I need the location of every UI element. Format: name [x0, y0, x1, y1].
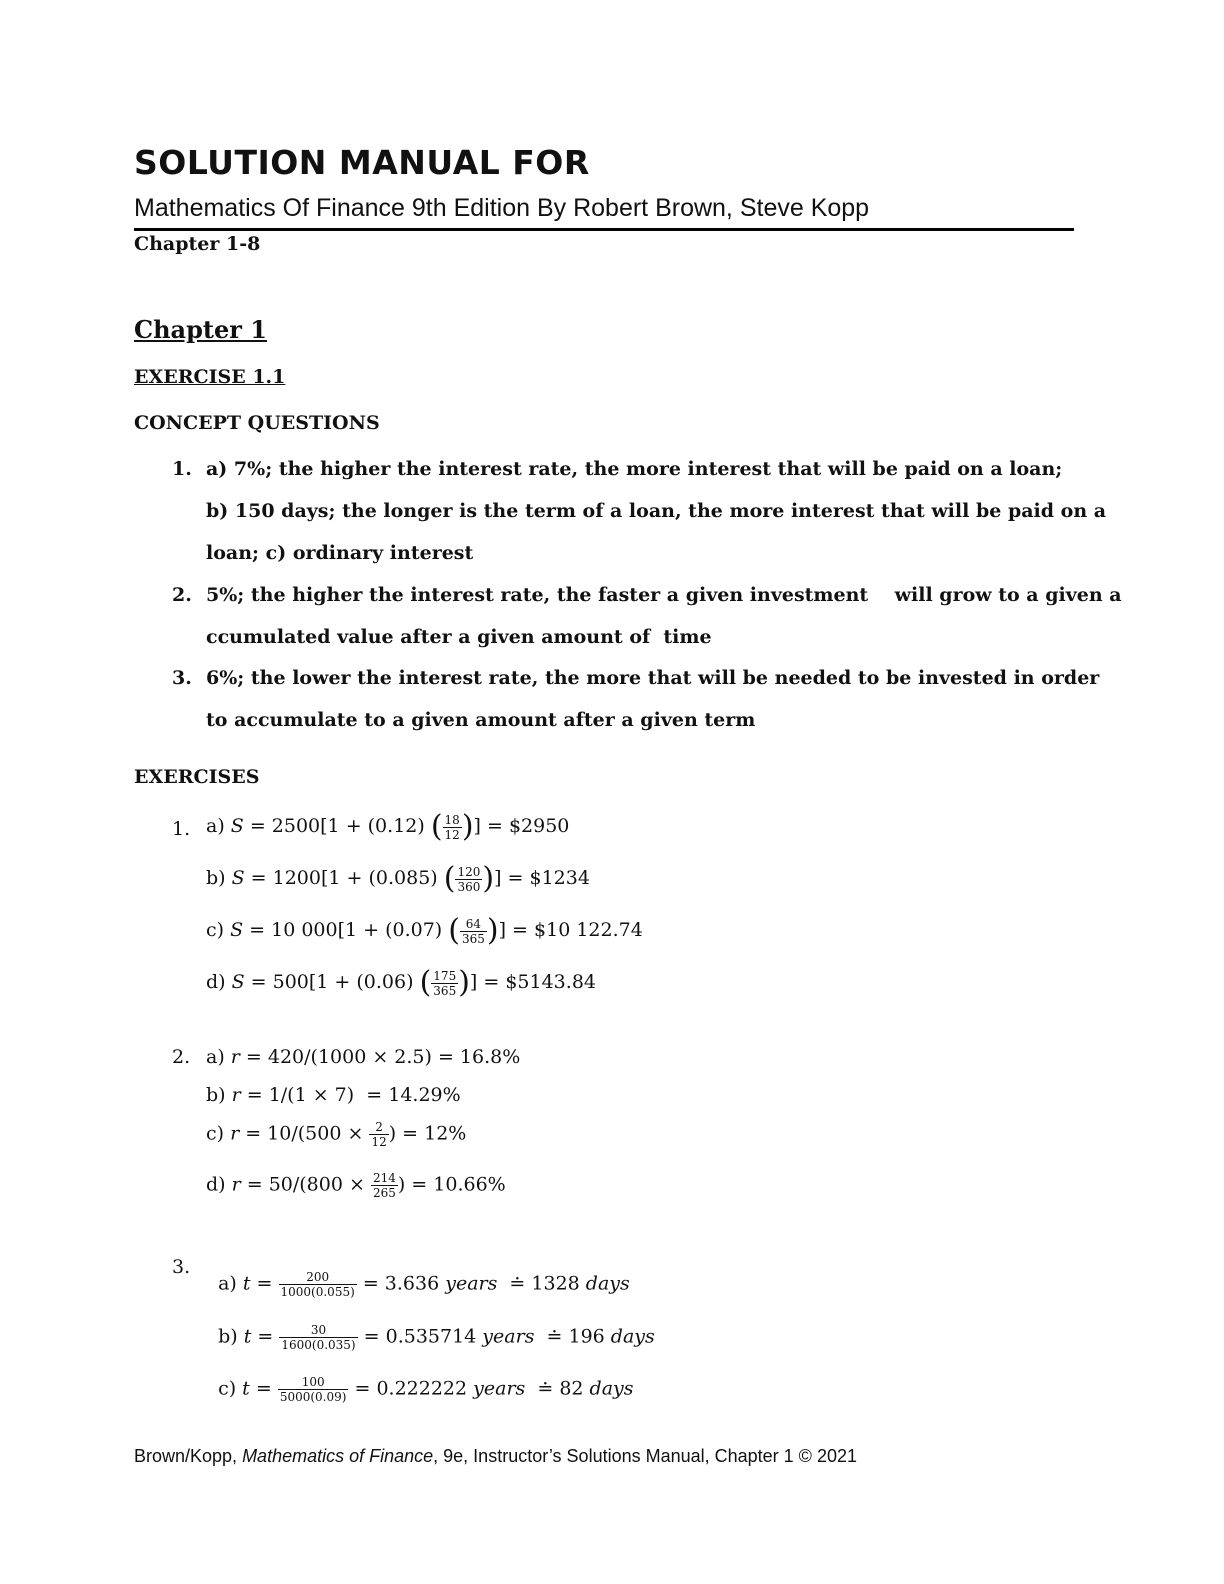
exercise-equation: c) 𝑆 = 10 000[1 + (0.07) ( $\frac{64}{365}$ )] = $10 122.74 — [206, 913, 643, 948]
concept-item-number: 1. — [172, 458, 192, 480]
concept-item-number: 2. — [172, 584, 192, 606]
exercise-number: 3. — [172, 1256, 191, 1278]
chapter-heading: Chapter 1 — [134, 315, 267, 344]
concept-item-line: 5%; the higher the interest rate, the faster a given investment will grow to a given a — [206, 584, 1122, 606]
concept-item-line: b) 150 days; the longer is the term of a loan, the more interest that will be paid on a — [206, 500, 1107, 522]
exercise-equation: b) 𝑆 = 1200[1 + (0.085) ( $\frac{120}{360}$ )] = $1234 — [206, 861, 590, 896]
concept-item-line: ccumulated value after a given amount of time — [206, 626, 712, 648]
footer-book-title: Mathematics of Finance — [242, 1446, 434, 1466]
exercise-equation: b) 𝑟 = 1/(1 × 7) = 14.29% — [206, 1084, 461, 1106]
document-title: SOLUTION MANUAL FOR — [134, 143, 590, 182]
concept-questions-heading: CONCEPT QUESTIONS — [134, 412, 380, 434]
exercise-equation: d) 𝑆 = 500[1 + (0.06) ( $\frac{175}{365}$ )] = $5143.84 — [206, 965, 596, 1000]
exercise-heading: EXERCISE 1.1 — [134, 366, 286, 388]
exercise-equation: b) 𝑡 = $\frac{30}{1600(0.035)}$ = 0.535714 𝑦𝑒𝑎𝑟𝑠 ≐ 196 𝑑𝑎𝑦𝑠 — [218, 1323, 655, 1352]
footer-details: , 9e, Instructor’s Solutions Manual, Chapter 1 © 2021 — [433, 1446, 857, 1466]
exercise-equation: a) 𝑆 = 2500[1 + (0.12) ( $\frac{18}{12}$ )] = $2950 — [206, 809, 570, 844]
exercise-equation: c) 𝑡 = $\frac{100}{5000(0.09)}$ = 0.222222 𝑦𝑒𝑎𝑟𝑠 ≐ 82 𝑑𝑎𝑦𝑠 — [218, 1375, 634, 1404]
footer-authors: Brown/Kopp, — [134, 1446, 243, 1466]
header-rule — [134, 228, 1074, 231]
exercise-number: 2. — [172, 1046, 191, 1068]
page-footer — [134, 1446, 857, 1467]
exercise-equation: d) 𝑟 = 50/(800 × $\frac{214}{265}$ ) = 10.66% — [206, 1171, 506, 1200]
exercise-equation: a) 𝑟 = 420/(1000 × 2.5) = 16.8% — [206, 1046, 521, 1068]
exercise-equation: a) 𝑡 = $\frac{200}{1000(0.055)}$ = 3.636 𝑦𝑒𝑎𝑟𝑠 ≐ 1328 𝑑𝑎𝑦𝑠 — [218, 1270, 630, 1299]
document-subtitle: Mathematics Of Finance 9th Edition By Robert Brown, Steve Kopp — [134, 194, 870, 222]
concept-item-line: 6%; the lower the interest rate, the more that will be needed to be invested in order — [206, 667, 1100, 689]
exercise-number: 1. — [172, 818, 191, 840]
concept-item-line: to accumulate to a given amount after a given term — [206, 709, 756, 731]
concept-item-line: a) 7%; the higher the interest rate, the more interest that will be paid on a loan; — [206, 458, 1063, 480]
chapter-range: Chapter 1-8 — [134, 233, 261, 255]
concept-item-line: loan; c) ordinary interest — [206, 542, 474, 564]
exercises-heading: EXERCISES — [134, 766, 260, 788]
concept-item-number: 3. — [172, 667, 192, 689]
exercise-equation: c) 𝑟 = 10/(500 × $\frac{2}{12}$ ) = 12% — [206, 1120, 467, 1149]
